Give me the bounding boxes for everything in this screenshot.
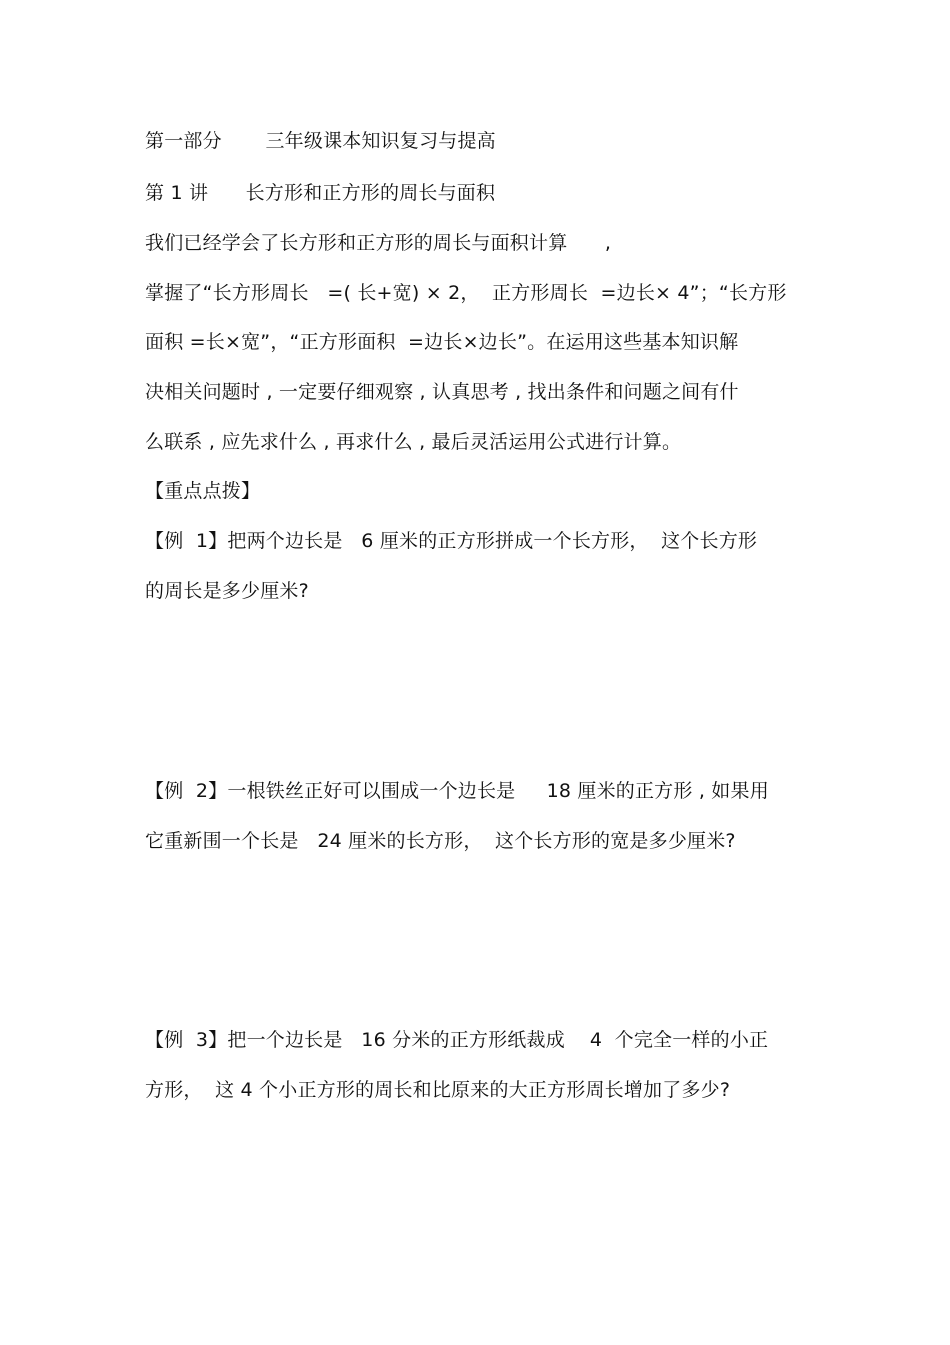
part-title: 第一部分 三年级课本知识复习与提高 bbox=[145, 130, 496, 152]
intro-line: 我们已经学会了长方形和正方形的周长与面积计算 , bbox=[145, 232, 612, 254]
intro-line: 面积 =长×宽”，“正方形面积 =边长×边长”。在运用这些基本知识解 bbox=[145, 331, 739, 353]
intro-line: 么联系 , 应先求什么 , 再求什么 , 最后灵活运用公式进行计算。 bbox=[145, 431, 682, 453]
example-3-line: 方形， 这 4 个小正方形的周长和比原来的大正方形周长增加了多少? bbox=[145, 1079, 731, 1101]
intro-line: 决相关问题时 , 一定要仔细观察 , 认真思考 , 找出条件和问题之间有什 bbox=[145, 381, 739, 403]
example-1-line: 【例 1】把两个边长是 6 厘米的正方形拼成一个长方形， 这个长方形 bbox=[145, 530, 758, 552]
example-1-line: 的周长是多少厘米? bbox=[145, 580, 309, 602]
example-2-line: 【例 2】一根铁丝正好可以围成一个边长是 18 厘米的正方形 , 如果用 bbox=[145, 780, 769, 802]
example-2-line: 它重新围一个长是 24 厘米的长方形， 这个长方形的宽是多少厘米? bbox=[145, 830, 736, 852]
lecture-title: 第 1 讲 长方形和正方形的周长与面积 bbox=[145, 182, 496, 204]
section-heading: 【重点点拨】 bbox=[145, 480, 261, 502]
intro-line: 掌握了“长方形周长 =( 长+宽) × 2， 正方形周长 =边长× 4”；“长方形 bbox=[145, 282, 787, 304]
example-3-line: 【例 3】把一个边长是 16 分米的正方形纸裁成 4 个完全一样的小正 bbox=[145, 1029, 769, 1051]
